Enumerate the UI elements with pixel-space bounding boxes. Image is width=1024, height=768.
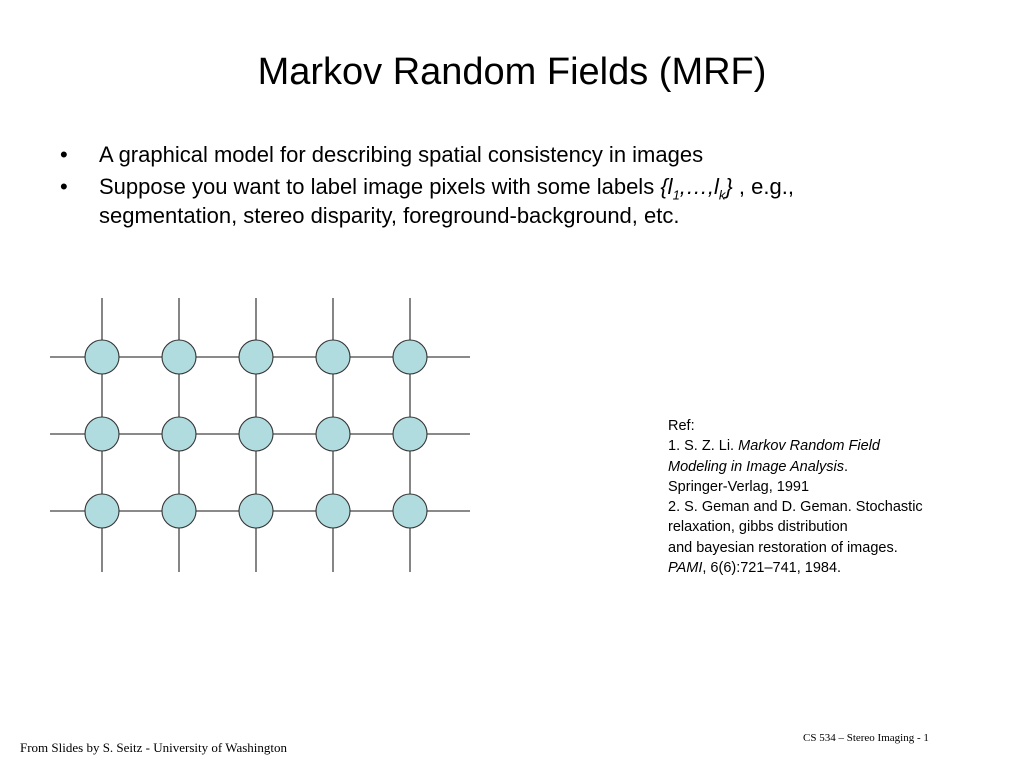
references-heading: Ref:	[668, 418, 695, 434]
references	[668, 416, 998, 578]
mrf-node	[393, 340, 427, 374]
mrf-node	[85, 417, 119, 451]
slide-title: Markov Random Fields (MRF)	[257, 51, 767, 93]
reference-2-line1: 2. S. Geman and D. Geman. Stochastic	[668, 499, 923, 516]
mrf-node	[162, 494, 196, 528]
mrf-node	[239, 417, 273, 451]
footer-credit: From Slides by S. Seitz - University of Washington	[20, 740, 288, 755]
reference-1-line1: 1. S. Z. Li. Markov Random Field	[668, 438, 880, 455]
reference-1-title: Markov Random Field	[738, 438, 880, 455]
bullet-item	[60, 172, 960, 230]
mrf-node	[316, 340, 350, 374]
bullet-marker: •	[60, 174, 68, 199]
mrf-node	[162, 417, 196, 451]
mrf-node	[393, 494, 427, 528]
bullet-text-tail: , e.g.,	[732, 174, 794, 199]
label-set: $\{l_1,\dots,l_k\}$	[660, 174, 733, 203]
reference-1-publisher: Springer-Verlag, 1991	[668, 478, 810, 495]
mrf-node	[316, 417, 350, 451]
bullet-marker: •	[60, 142, 68, 167]
reference-2-line3: and bayesian restoration of images.	[668, 539, 898, 556]
page-number: 1	[923, 732, 929, 744]
mrf-node	[162, 340, 196, 374]
bullet-list	[60, 140, 960, 233]
mrf-node	[85, 494, 119, 528]
bullet-text: Suppose you want to label image pixels with some labels	[99, 174, 661, 199]
bullet-text-line2: segmentation, stereo disparity, foreground-background, etc.	[99, 203, 680, 228]
reference-1-line2: Modeling in Image Analysis.	[668, 458, 848, 475]
mrf-node	[316, 494, 350, 528]
mrf-node	[239, 494, 273, 528]
mrf-node	[85, 340, 119, 374]
bullet-item	[60, 140, 960, 169]
reference-2-journal: PAMI, 6(6):721–741, 1984.	[668, 560, 842, 577]
bullet-text: A graphical model for describing spatial consistency in images	[99, 142, 704, 167]
reference-2-line2: relaxation, gibbs distribution	[668, 519, 848, 536]
mrf-node	[239, 340, 273, 374]
footer-course: CS 534 – Stereo Imaging	[803, 732, 915, 744]
mrf-node	[393, 417, 427, 451]
footer-course-page: CS 534 – Stereo Imaging - 1	[803, 732, 929, 744]
